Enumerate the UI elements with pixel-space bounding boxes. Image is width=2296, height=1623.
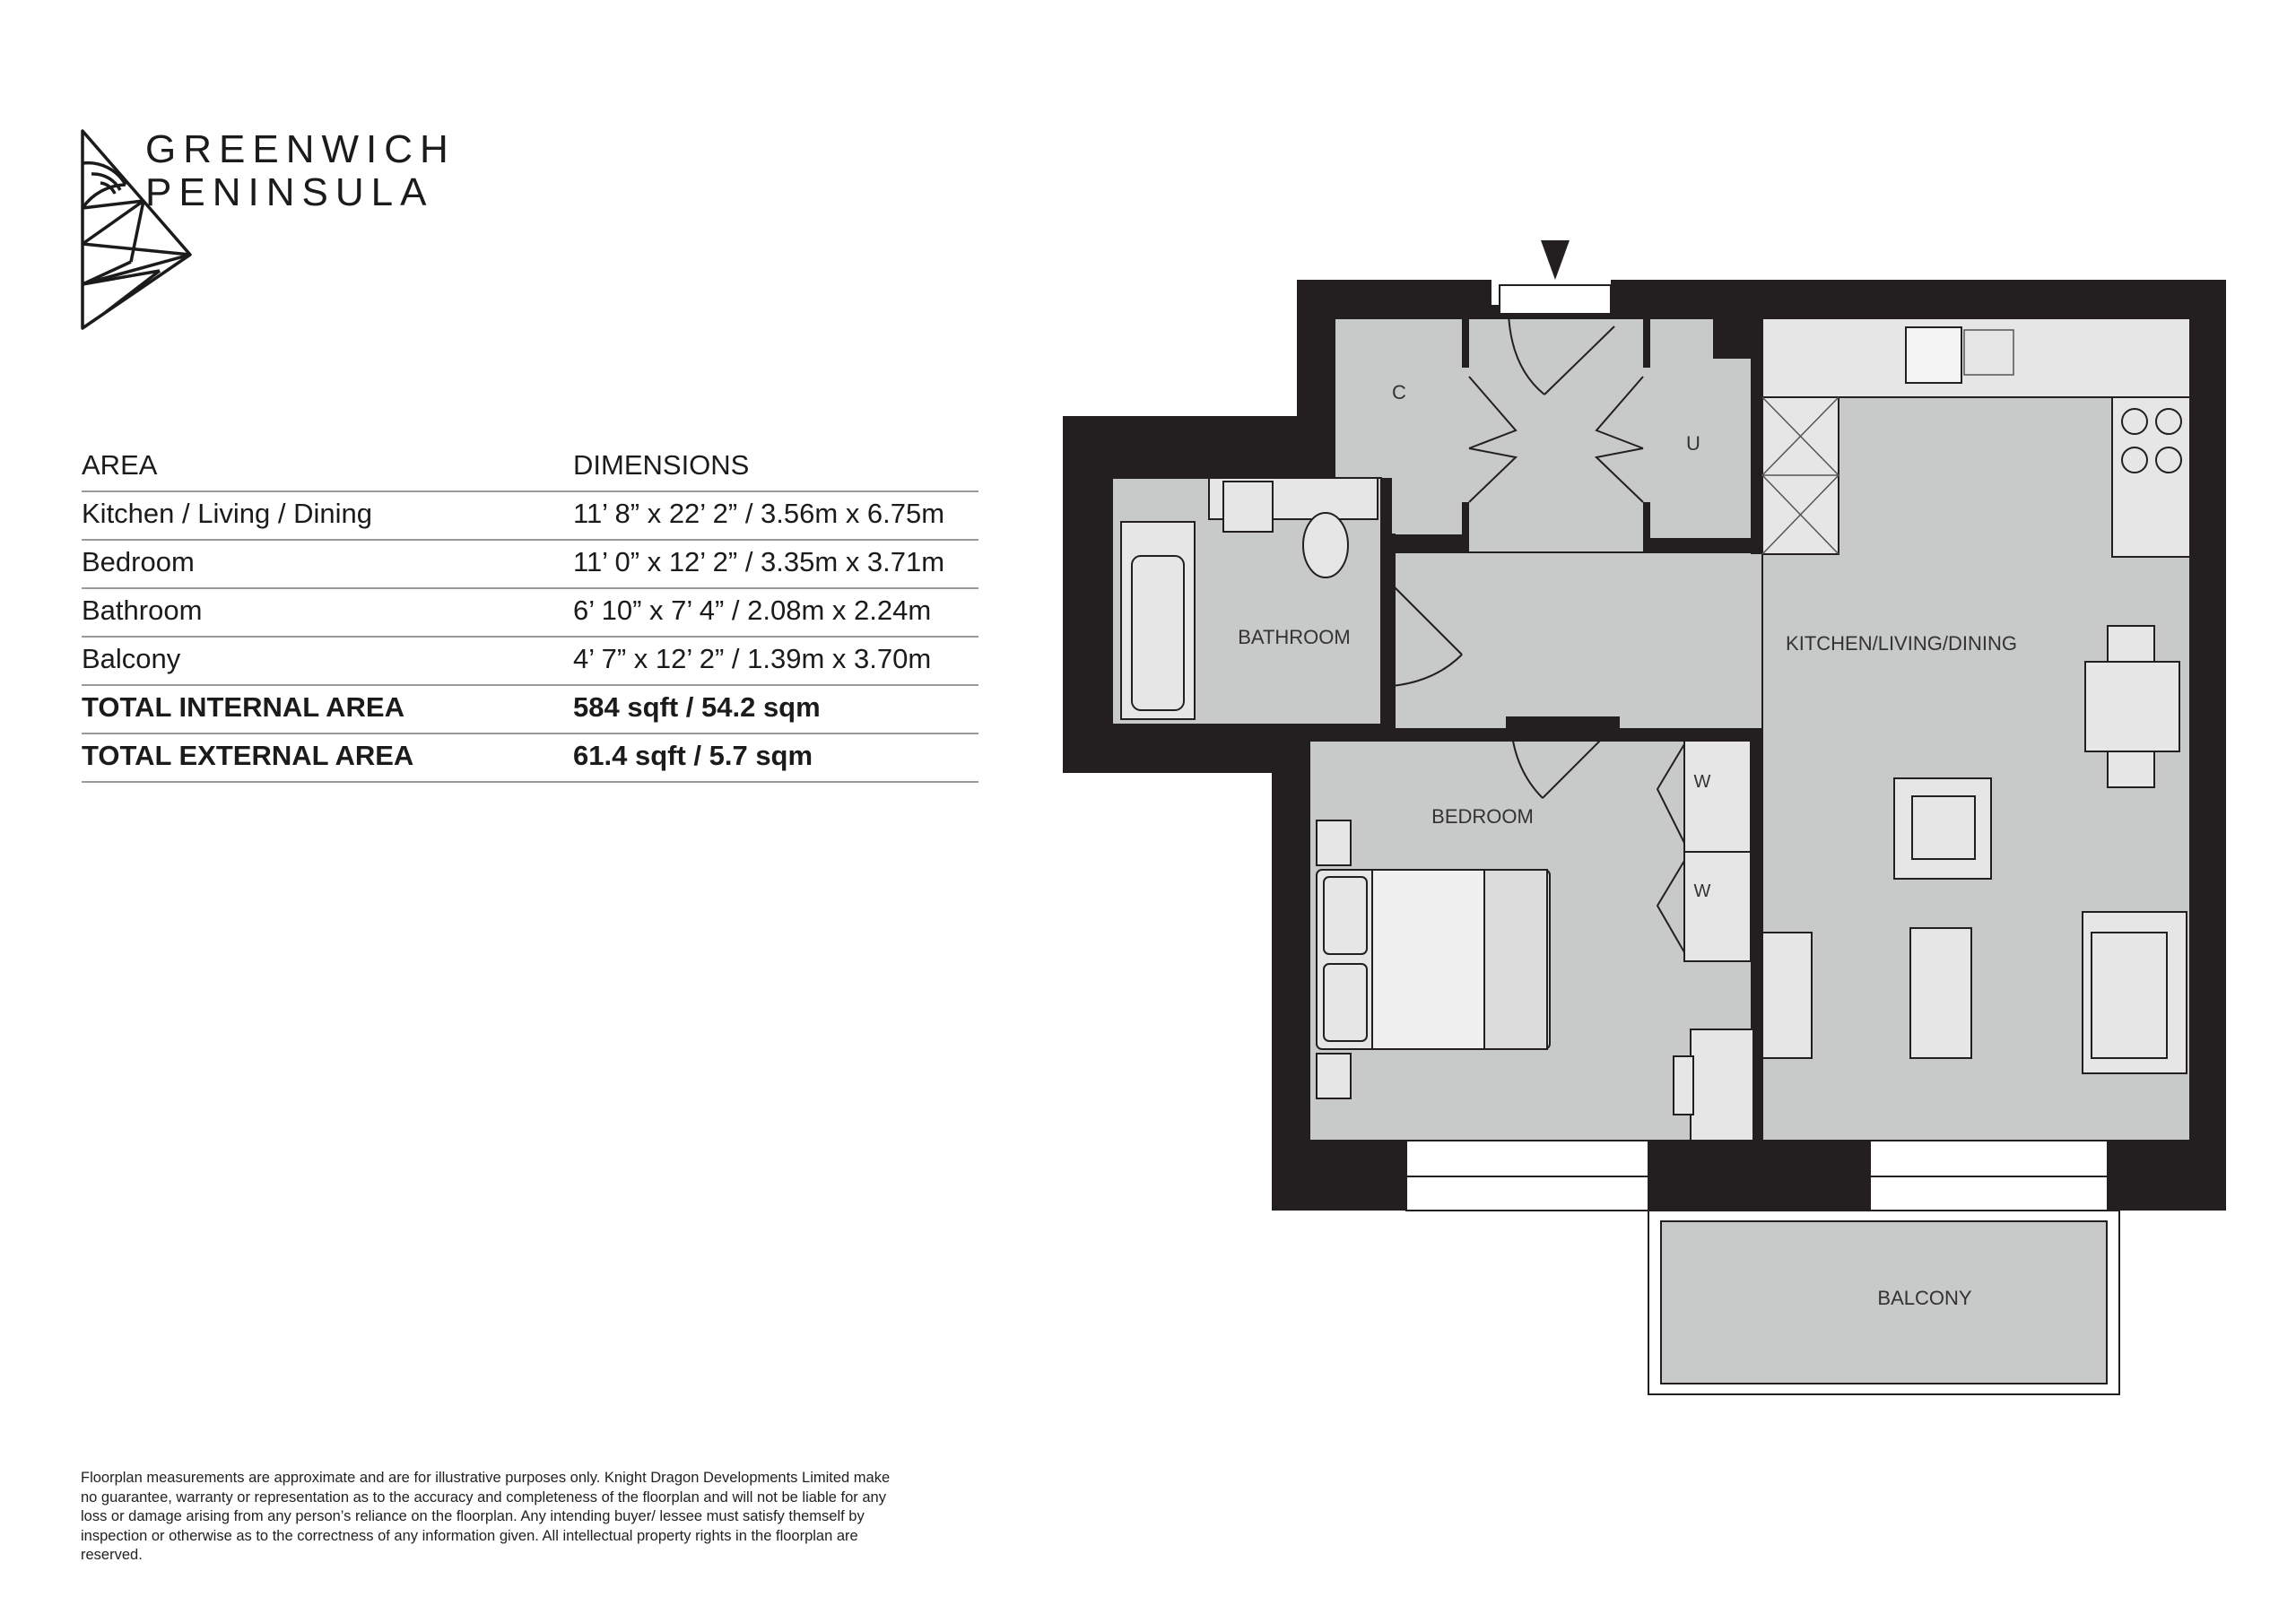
total-dimensions: 61.4 sqft / 5.7 sqm bbox=[573, 740, 813, 771]
header-dimensions: DIMENSIONS bbox=[573, 449, 750, 481]
room-label-balcony: BALCONY bbox=[1877, 1287, 1972, 1309]
room-label-bathroom: BATHROOM bbox=[1238, 626, 1351, 648]
row-area: Balcony bbox=[82, 643, 181, 674]
entrance-arrow-icon bbox=[1541, 240, 1570, 280]
row-dimensions: 11’ 8” x 22’ 2” / 3.56m x 6.75m bbox=[573, 498, 945, 529]
row-area: Bedroom bbox=[82, 546, 195, 577]
room-label-cupboard-c: C bbox=[1392, 381, 1406, 404]
room-label-kitchen: KITCHEN/LIVING/DINING bbox=[1786, 632, 2017, 655]
wardrobe-label: W bbox=[1693, 881, 1711, 901]
room-label-bedroom: BEDROOM bbox=[1431, 805, 1534, 828]
total-area: TOTAL EXTERNAL AREA bbox=[82, 740, 414, 771]
brand-name-line1: GREENWICH bbox=[145, 127, 456, 171]
brand-name-line2: PENINSULA bbox=[145, 170, 434, 214]
row-dimensions: 11’ 0” x 12’ 2” / 3.35m x 3.71m bbox=[573, 546, 945, 577]
disclaimer-text: Floorplan measurements are approximate and are for illustrative purposes only. Knight Dragon Developments Limited make no guarantee, warranty or representation as to the accuracy and completeness of the floorplan and will not be liable for any loss or damage arising from any person’s reliance on the floorplan. Any intending buyer/ lessee must satisfy themself by inspection or otherwise as to the correctness of any information given. All intellectual property rights in the floorplan are reserved. bbox=[81, 1470, 891, 1563]
row-dimensions: 4’ 7” x 12’ 2” / 1.39m x 3.70m bbox=[573, 643, 932, 674]
wardrobe-label: W bbox=[1693, 772, 1711, 792]
row-area: Kitchen / Living / Dining bbox=[82, 498, 372, 529]
header-area: AREA bbox=[82, 449, 158, 481]
row-area: Bathroom bbox=[82, 595, 203, 626]
total-area: TOTAL INTERNAL AREA bbox=[82, 691, 404, 723]
room-label-cupboard-u: U bbox=[1686, 432, 1700, 455]
row-dimensions: 6’ 10” x 7’ 4” / 2.08m x 2.24m bbox=[573, 595, 932, 626]
total-dimensions: 584 sqft / 54.2 sqm bbox=[573, 691, 821, 723]
